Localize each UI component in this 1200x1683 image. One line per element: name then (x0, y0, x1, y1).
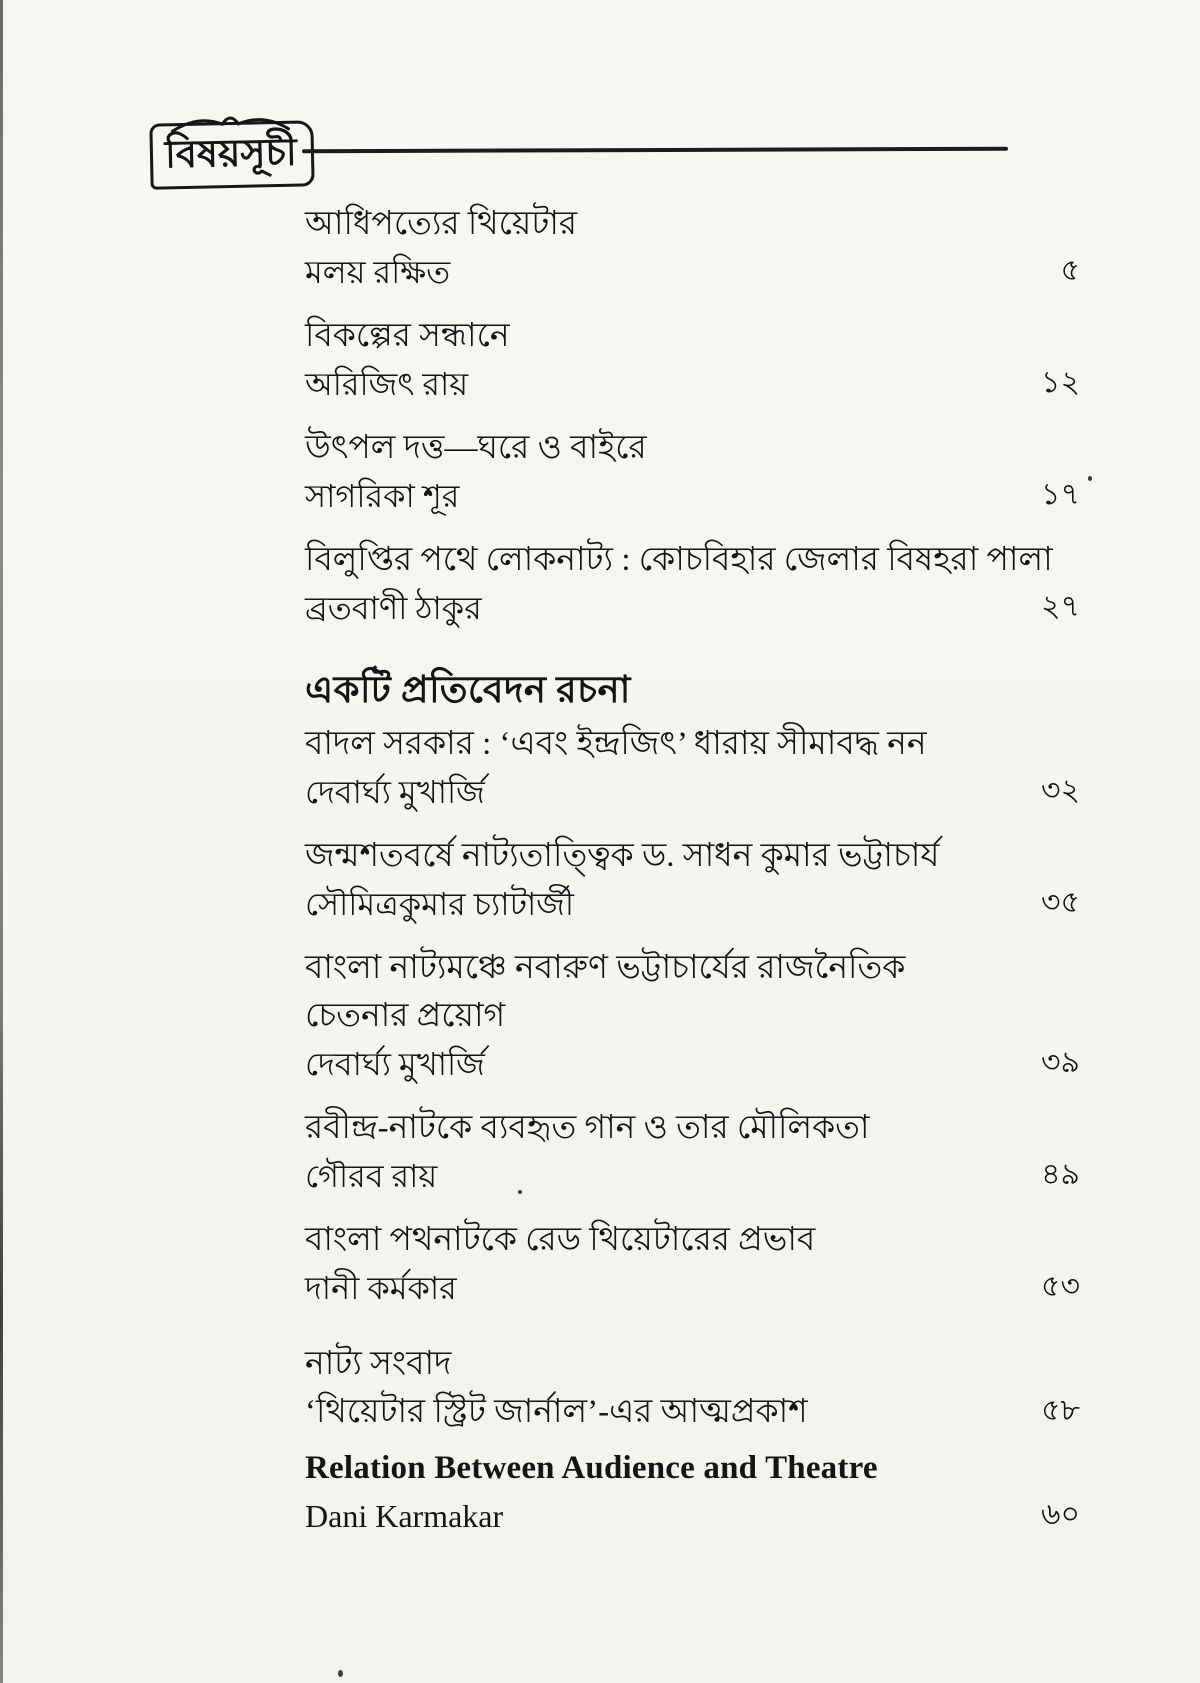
entry-author: অরিজিৎ রায় (305, 366, 469, 402)
scan-speck (338, 1670, 343, 1677)
entry-page-number: ৬০ (1040, 1498, 1080, 1531)
entry-title-line: বিকল্পের সন্ধানে (305, 318, 510, 354)
toc-entries (305, 200, 1080, 1556)
entry-titles (305, 720, 1080, 768)
entry-title-line: ‘থিয়েটার স্ট্রিট জার্নাল’-এর আত্মপ্রকাশ (305, 1394, 808, 1430)
entry-page-number: ২৭ (1040, 590, 1080, 623)
entry-author: ব্রতবাণী ঠাকুর (305, 590, 482, 626)
entry-title-line: রবীন্দ্র-নাটকে ব্যবহৃত গান ও তার মৌলিকতা (305, 1110, 870, 1146)
toc-entry (305, 200, 1080, 296)
toc-entry (305, 944, 1080, 1088)
toc-entry (305, 536, 1080, 632)
entry-titles (305, 1216, 1080, 1264)
entry-title-line: নাট্য সংবাদ (305, 1346, 452, 1382)
header-rule (302, 147, 1008, 153)
entry-title-line: বাংলা পথনাটকে রেড থিয়েটারের প্রভাব (305, 1222, 816, 1258)
toc-entry (305, 312, 1080, 408)
toc-entry (305, 666, 1080, 816)
entry-page-number: ৩২ (1040, 774, 1080, 807)
entry-author: মলয় রক্ষিত (305, 254, 451, 290)
entry-author: দানী কর্মকার (305, 1270, 457, 1306)
toc-entry (305, 1216, 1080, 1312)
entry-page-number: ১২ (1041, 366, 1080, 399)
entry-titles (305, 424, 1080, 472)
entry-titles (305, 1444, 1080, 1492)
entry-page-number: ৫৩ (1041, 1270, 1080, 1303)
entry-title-line: আধিপত্যের থিয়েটার (305, 206, 578, 242)
entry-title-line: Relation Between Audience and Theatre (305, 1450, 878, 1486)
toc-entry (305, 1340, 1080, 1436)
page-title (149, 120, 314, 189)
entry-title-line: চেতনার প্রয়োগ (305, 998, 506, 1034)
scan-speck (518, 1190, 522, 1194)
entry-page-number: ৪৯ (1041, 1158, 1080, 1191)
page-title-text: বিষয়সূচী (164, 131, 298, 177)
entry-titles (305, 536, 1080, 584)
entry-page-number: ৫ (1060, 254, 1080, 287)
section-heading: একটি প্রতিবেদন রচনা (305, 670, 631, 711)
entry-titles (305, 944, 1080, 1040)
entry-titles (305, 312, 1080, 360)
toc-entry (305, 424, 1080, 520)
entry-titles (305, 200, 1080, 248)
entry-author: দেবার্ঘ্য মুখার্জি (305, 1046, 485, 1082)
entry-title-line: জন্মশতবর্ষে নাট্যতাত্ত্বিক ড. সাধন কুমার ভট্টাচার্য (305, 838, 940, 874)
entry-titles (305, 832, 1080, 880)
entry-page-number: ৩৫ (1041, 886, 1080, 919)
entry-author: Dani Karmakar (305, 1498, 504, 1534)
calligraphic-swash-icon (170, 109, 290, 134)
entry-author: দেবার্ঘ্য মুখার্জি (305, 774, 485, 810)
toc-entry (305, 832, 1080, 928)
scan-speck (1088, 476, 1092, 481)
toc-entry (305, 1104, 1080, 1200)
entry-title-line: বিলুপ্তির পথে লোকনাট্য : কোচবিহার জেলার বিষহরা পালা (305, 542, 1053, 578)
entry-title-line: উৎপল দত্ত—ঘরে ও বাইরে (305, 430, 647, 466)
entry-author: সৌমিত্রকুমার চ্যাটার্জী (305, 886, 575, 922)
entry-page-number: ৫৮ (1041, 1394, 1080, 1427)
entry-titles (305, 1104, 1080, 1152)
entry-title-line: বাদল সরকার : ‘এবং ইন্দ্রজিৎ’ ধারায় সীমাবদ্ধ নন (305, 726, 927, 762)
entry-page-number: ৩৯ (1041, 1046, 1080, 1079)
toc-entry (305, 1444, 1080, 1540)
entry-author: গৌরব রায় (305, 1158, 438, 1194)
scan-edge (0, 0, 3, 1683)
entry-title-line: বাংলা নাট্যমঞ্চে নবারুণ ভট্টাচার্যের রাজনৈতিক (305, 950, 906, 986)
entry-author: সাগরিকা শূর (305, 478, 460, 514)
entry-page-number: ১৭ (1041, 478, 1080, 511)
entry-titles (305, 1340, 1080, 1436)
